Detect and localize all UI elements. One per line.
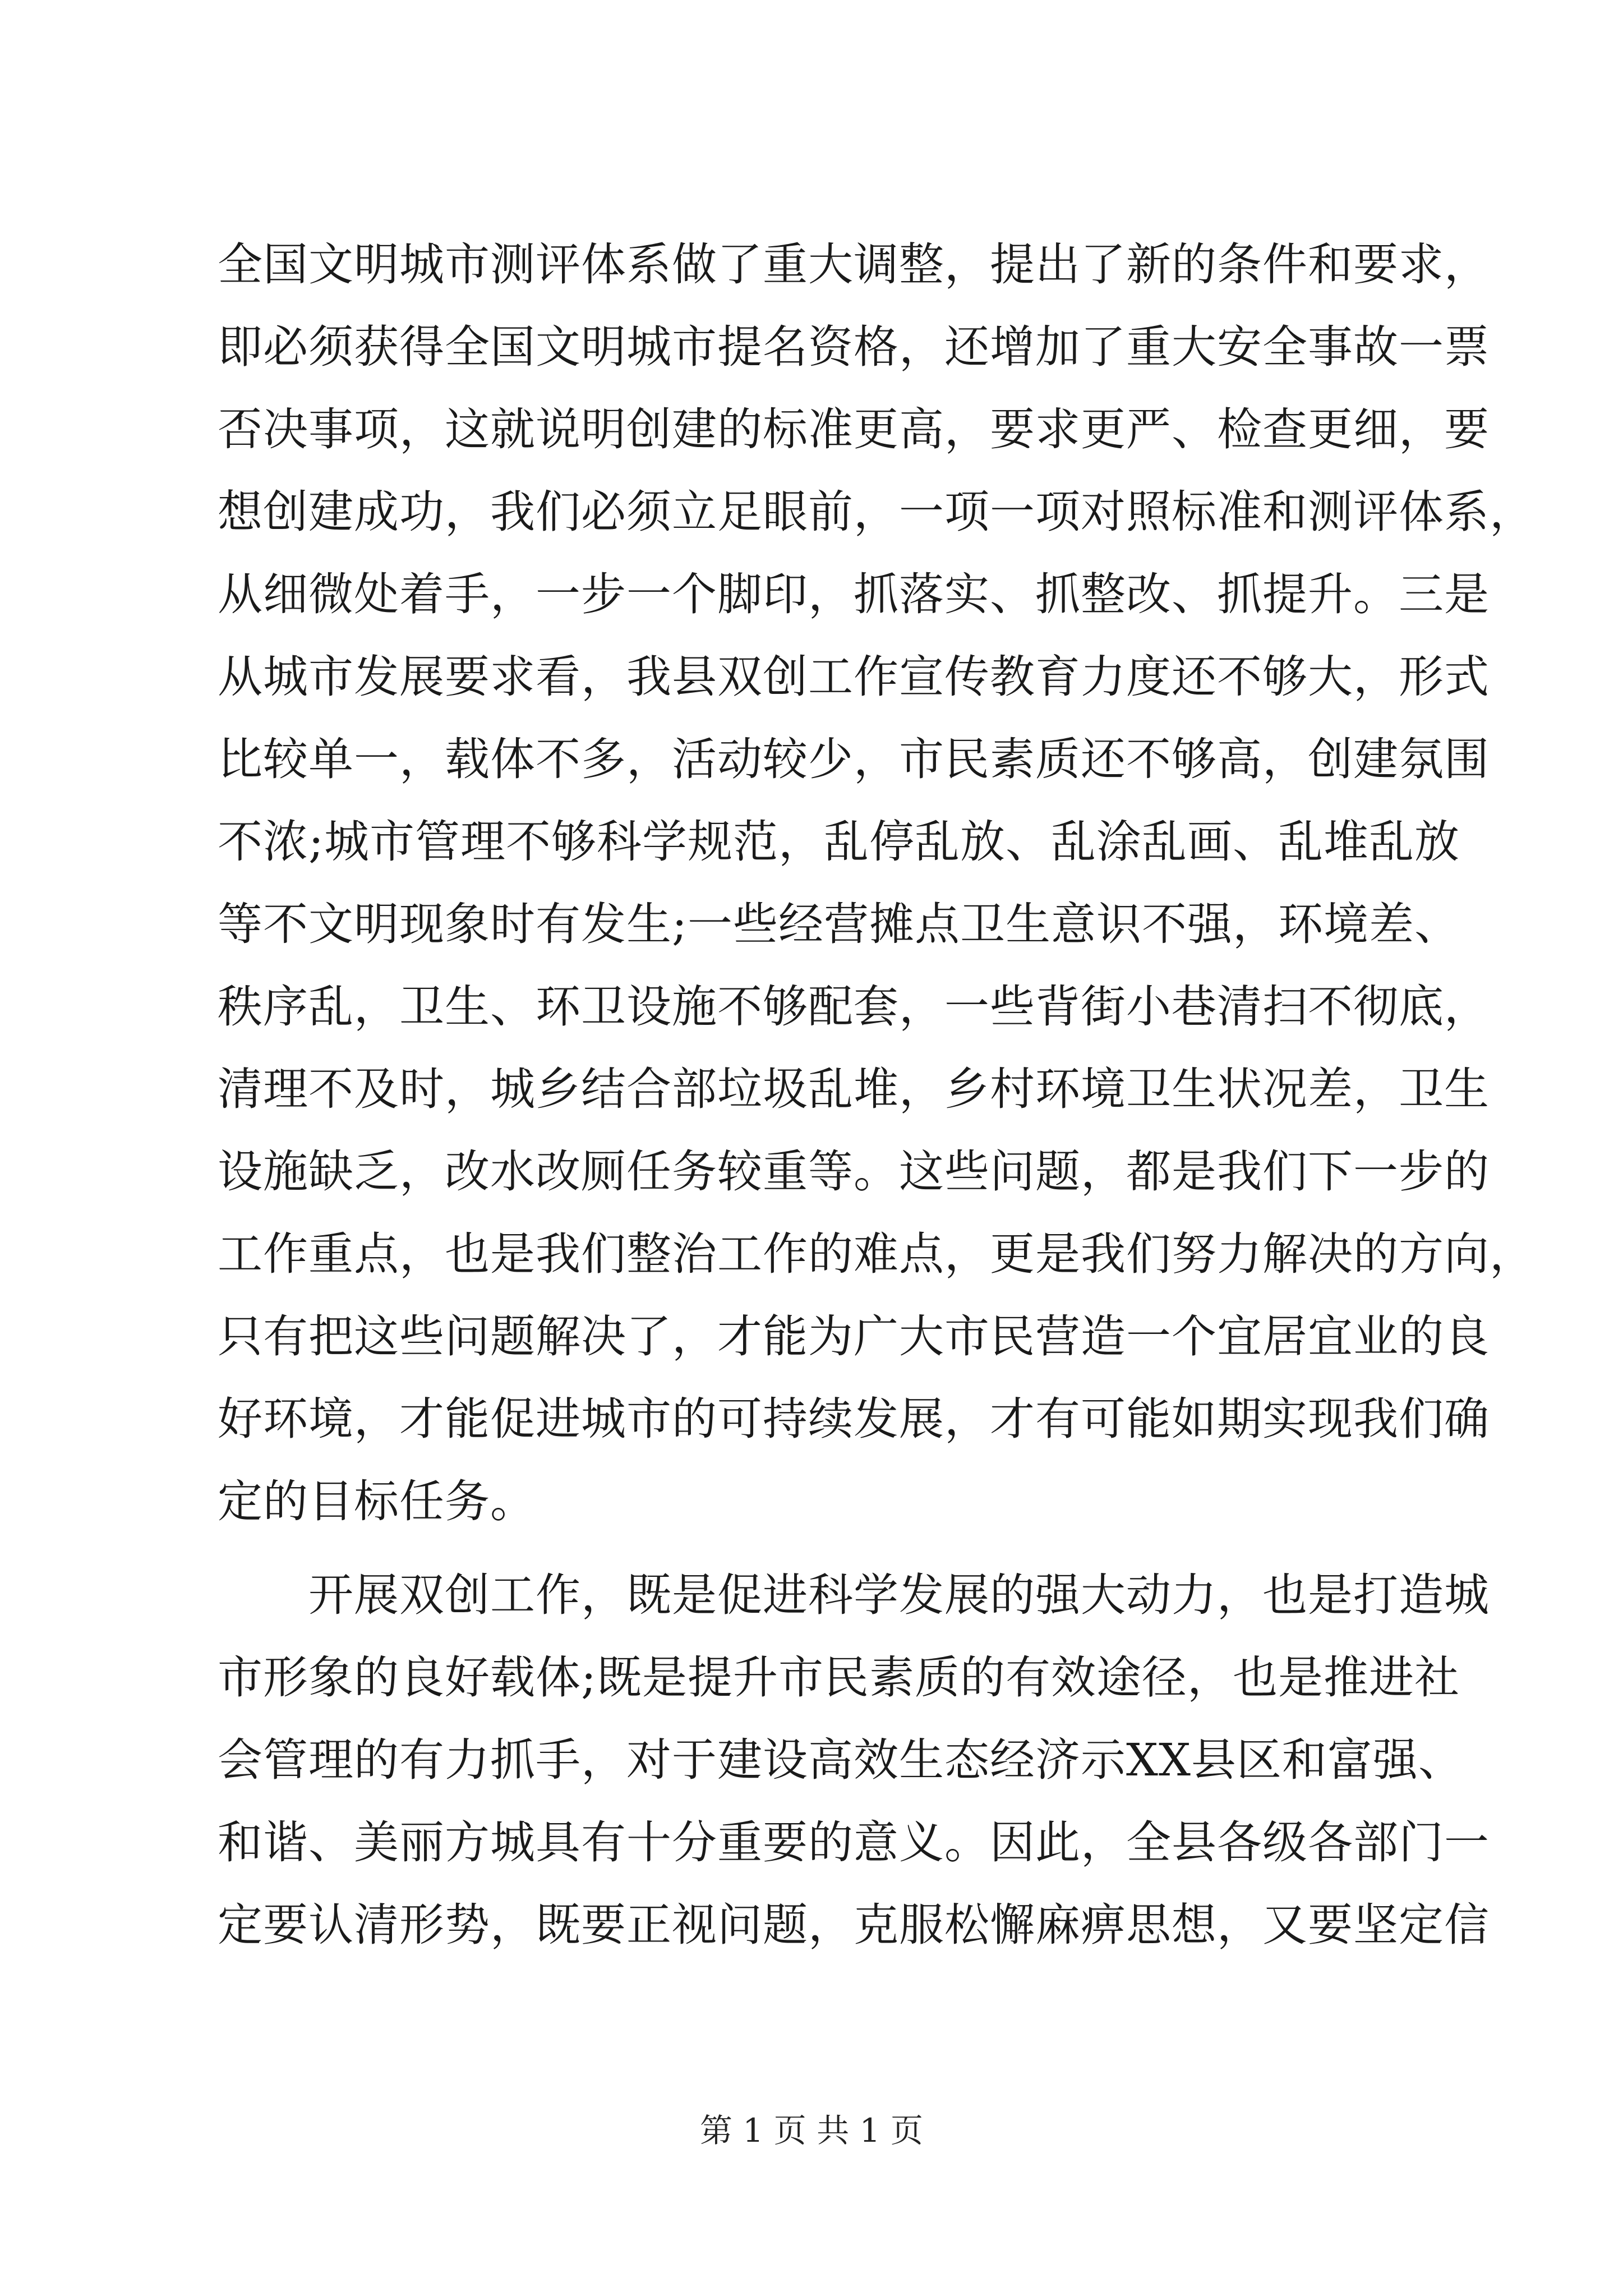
paragraph-1 [218,223,1535,1543]
page-footer: 第 1 页 共 1 页 [700,2111,923,2150]
text-line: 从城市发展要求看，我县双创工作宣传教育力度还不够大，形式 [218,651,1490,703]
paragraph-gap [218,1543,1412,1554]
text-line: 不浓;城市管理不够科学规范，乱停乱放、乱涂乱画、乱堆乱放 [218,816,1460,868]
text-line: 和谐、美丽方城具有十分重要的意义。因此，全县各级各部门一 [218,1816,1490,1869]
text-line: 想创建成功，我们必须立足眼前，一项一项对照标准和测评体系， [218,486,1535,538]
text-line: 全国文明城市测评体系做了重大调整，提出了新的条件和要求， [218,238,1490,291]
text-line: 设施缺乏，改水改厕任务较重等。这些问题，都是我们下一步的 [218,1145,1490,1198]
text-line: 会管理的有力抓手，对于建设高效生态经济示XX县区和富强、 [218,1734,1464,1786]
text-line: 好环境，才能促进城市的可持续发展，才有可能如期实现我们确 [218,1393,1490,1445]
text-line: 市形象的良好载体;既是提升市民素质的有效途径，也是推进社 [218,1651,1460,1704]
text-line: 定要认清形势，既要正视问题，克服松懈麻痹思想，又要坚定信 [218,1899,1490,1951]
text-line: 工作重点，也是我们整治工作的难点，更是我们努力解决的方向， [218,1228,1535,1280]
text-line: 清理不及时，城乡结合部垃圾乱堆，乡村环境卫生状况差，卫生 [218,1063,1490,1115]
text-line: 只有把这些问题解决了，才能为广大市民营造一个宜居宜业的良 [218,1310,1490,1363]
text-line: 否决事项，这就说明创建的标准更高，要求更严、检查更细，要 [218,403,1490,455]
text-line: 秩序乱，卫生、环卫设施不够配套，一些背街小巷清扫不彻底， [218,981,1490,1033]
text-line: 开展双创工作，既是促进科学发展的强大动力，也是打造城 [218,1569,1490,1621]
text-line: 定的目标任务。 [218,1475,536,1527]
text-line: 比较单一，载体不多，活动较少，市民素质还不够高，创建氛围 [218,733,1490,785]
text-line: 等不文明现象时有发生;一些经营摊点卫生意识不强，环境差、 [218,898,1460,950]
text-line: 即必须获得全国文明城市提名资格，还增加了重大安全事故一票 [218,321,1490,373]
paragraph-2 [218,1554,1490,1966]
document-body [218,223,1535,1966]
text-line: 从细微处着手，一步一个脚印，抓落实、抓整改、抓提升。三是 [218,568,1490,620]
